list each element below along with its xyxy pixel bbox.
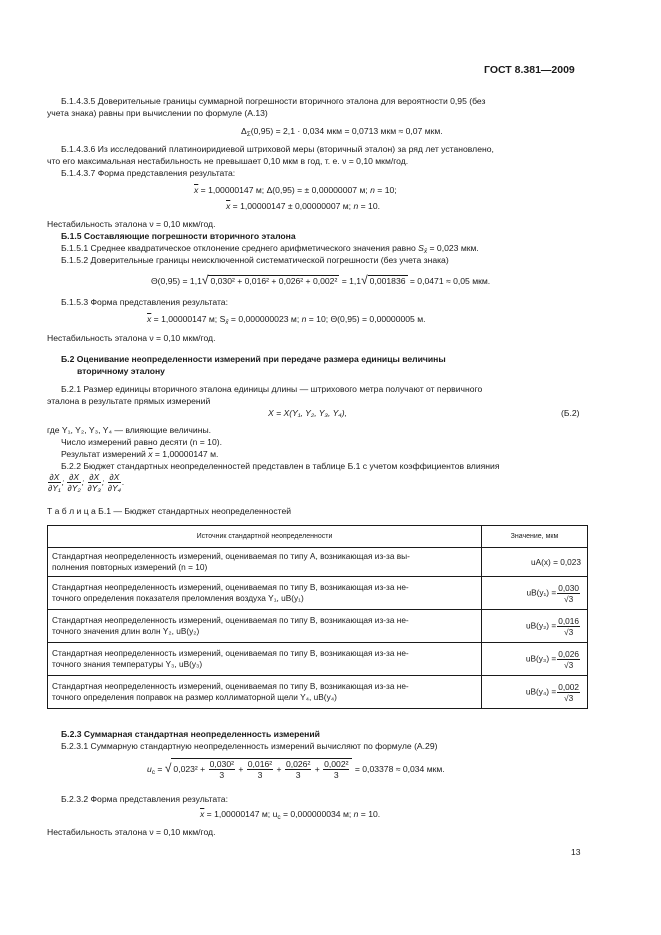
paragraph-b151: Б.1.5.1 Среднее квадратическое отклонение среднего арифметического значения равно $S_{x̄} = 0,023$ мкм.: [61, 243, 479, 255]
table-cell-value: uB(y₂) = $\frac{0,016}{√3}$: [481, 610, 587, 643]
header-source: Источник стандартной неопределенности: [48, 526, 482, 548]
table-cell-source: Стандартная неопределенность измерений, оцениваемая по типу В, возникающая из-за не- точного знания температуры Y₃, uB(y₃): [48, 643, 482, 676]
page-number: 13: [571, 847, 581, 857]
table-row: [48, 676, 588, 709]
table-row: [48, 548, 588, 577]
table-cell-value: uB(y₃) = $\frac{0,026}{√3}$: [481, 643, 587, 676]
section-b2-title-line1: Б.2 Оценивание неопределенности измерений при передаче размера единицы величины: [61, 354, 446, 364]
equation-uc: $u_c$ = √ 0,023² + $\frac{\text{0,030²}}{3}$ + $\frac{\text{0,016²}}{3}$ + $\frac{\text{0,026²}}{3}$ + $\frac{\text{0,002²}}{3}$ = 0,03378 ≈ 0,034 мкм.: [147, 759, 445, 780]
table-cell-source: Стандартная неопределенность измерений, оцениваемая по типу А, возникающая из-за вы- полнения повторных измерений (n = 10): [48, 548, 482, 577]
table-row: [48, 610, 588, 643]
result-line-4: $\overline{x} = 1,00000147$ м; $u_c = 0,000000034$ м; n = 10.: [200, 809, 381, 821]
section-b2-title-line2: вторичному эталону: [77, 366, 165, 376]
measurement-count: Число измерений равно десяти (n = 10).: [61, 437, 222, 447]
equation-b2-number: (Б.2): [561, 408, 580, 418]
equation-b2: X = X(Y₁, Y₂, Y₃, Y₄),: [268, 408, 347, 418]
paragraph-b152: Б.1.5.2 Доверительные границы неисключенной систематической погрешности (без учета знака): [61, 255, 449, 265]
result-line-3: $\overline{x} = 1,00000147$ м; $S_{x̄} = 0,000000023$ м; n = 10; Θ(0,95) = 0,00000005 м.: [147, 314, 426, 326]
table-cell-source: Стандартная неопределенность измерений, оцениваемая по типу В, возникающая из-за не- точного определения поправок на размер коллиматорной щели Y₄, uB(y₄): [48, 676, 482, 709]
section-b15-title: Б.1.5 Составляющие погрешности вторичного эталона: [61, 231, 296, 241]
table-cell-value: uB(y₄) = $\frac{0,002}{√3}$: [481, 676, 587, 709]
paragraph-b1435-cont: учета знака) равны при вычислении по формуле (А.13): [47, 108, 268, 118]
document-code: ГОСТ 8.381—2009: [484, 64, 575, 76]
paragraph-b232: Б.2.3.2 Форма представления результата:: [61, 794, 228, 804]
table-cell-value: uA(x) = 0,023: [481, 548, 587, 577]
paragraph-b231: Б.2.3.1 Суммарную стандартную неопределенность измерений вычисляют по формуле (А.29): [61, 741, 438, 751]
measurement-result: Результат измерений $\overline{x} = 1,00000147$ м.: [61, 449, 219, 459]
table-caption: Т а б л и ц а Б.1 — Бюджет стандартных неопределенностей: [47, 506, 292, 516]
header-value: Значение, мкм: [481, 526, 587, 548]
table-header-row: [48, 526, 588, 548]
uncertainty-budget-table: [47, 525, 588, 709]
instability-1: Нестабильность эталона ν = 0,10 мкм/год.: [47, 219, 216, 229]
table-cell-source: Стандартная неопределенность измерений, оцениваемая по типу В, возникающая из-за не- точного значения длин волн Y₂, uB(y₂): [48, 610, 482, 643]
table-cell-source: Стандартная неопределенность измерений, оцениваемая по типу В, возникающая из-за не- точного определения показателя преломления воздуха Y₁, uB(y₁): [48, 577, 482, 610]
paragraph-b1435: Б.1.4.3.5 Доверительные границы суммарной погрешности вторичного эталона для вероятности 0,95 (без: [61, 96, 486, 106]
equation-theta: Θ(0,95) = 1,1√ 0,030² + 0,016² + 0,026² + 0,002² = 1,1√ 0,001836 = 0,0471 ≈ 0,05 мкм.: [151, 273, 491, 287]
section-b23-title: Б.2.3 Суммарная стандартная неопределенность измерений: [61, 729, 320, 739]
table-row: [48, 643, 588, 676]
equation-delta-sigma: $\Delta_\Sigma(0,95) = 2,1 \cdot 0,034$ мкм = 0,0713 мкм ≈ 0,07 мкм.: [241, 126, 443, 138]
result-line-2: $\overline{x} = 1,00000147 \pm 0,00000007$ м; n = 10.: [226, 201, 380, 211]
paragraph-b222: Б.2.2 Бюджет стандартных неопределенностей представлен в таблице Б.1 с учетом коэффициентов влияния: [61, 461, 500, 471]
influence-coefficients: $\frac{\partial X}{\text{∂Y₁}}$ ; $\frac{\partial X}{\text{∂Y₂}}$ ; $\frac{\partial X}{\text{∂Y₃}}$ ; $\frac{\partial X}{\text{∂Y₄}}$ .: [48, 472, 125, 493]
paragraph-b1436-cont: что его максимальная нестабильность не превышает 0,10 мкм в год, т. е. ν = 0,10 мкм/год.: [47, 156, 409, 166]
paragraph-b153: Б.1.5.3 Форма представления результата:: [61, 297, 228, 307]
paragraph-b21-cont: эталона в результате прямых измерений: [47, 396, 211, 406]
table-row: [48, 577, 588, 610]
where-clause: где Y₁, Y₂, Y₃, Y₄ — влияющие величины.: [47, 425, 212, 435]
table-cell-value: uB(y₁) = $\frac{0,030}{√3}$: [481, 577, 587, 610]
paragraph-b1437: Б.1.4.3.7 Форма представления результата:: [61, 168, 236, 178]
paragraph-b21: Б.2.1 Размер единицы вторичного эталона единицы длины — штрихового метра получают от первичного: [61, 384, 483, 394]
instability-2: Нестабильность эталона ν = 0,10 мкм/год.: [47, 333, 216, 343]
paragraph-b1436: Б.1.4.3.6 Из исследований платиноиридиевой штриховой меры (вторичный эталон) за ряд лет установлено,: [61, 144, 494, 154]
result-line-1: $\overline{x} = 1,00000147$ м; Δ(0,95) = ± 0,00000007 м; n = 10;: [194, 185, 397, 195]
instability-3: Нестабильность эталона ν = 0,10 мкм/год.: [47, 827, 216, 837]
